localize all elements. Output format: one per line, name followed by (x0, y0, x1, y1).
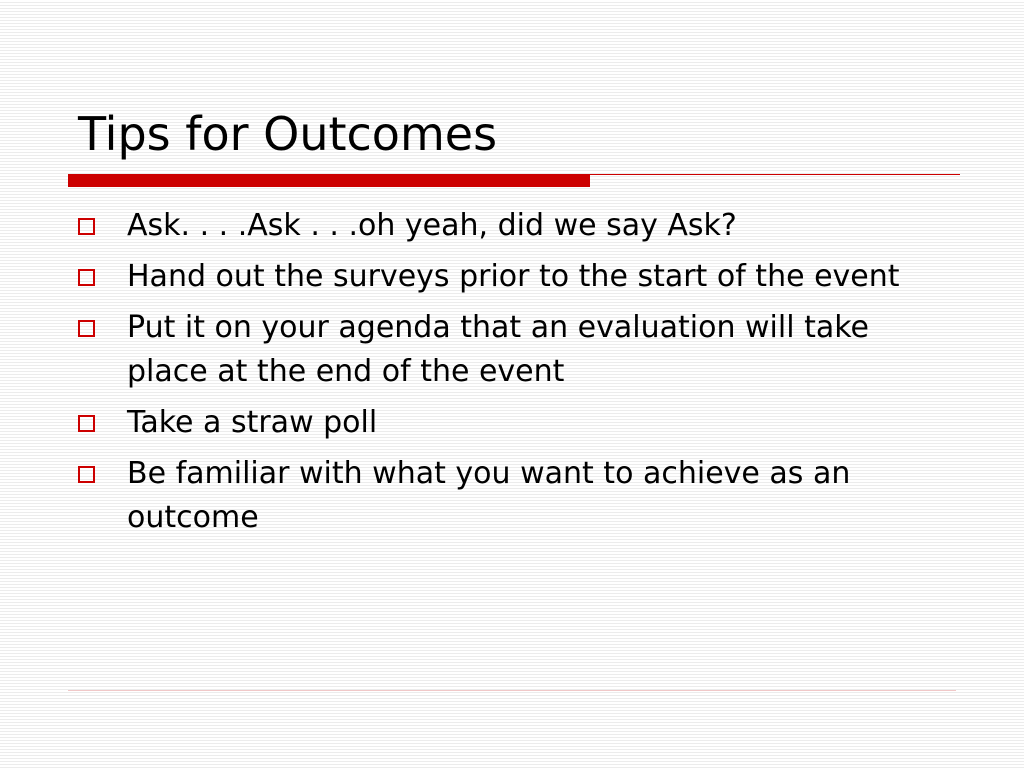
title-underline-thick (68, 174, 590, 187)
bullet-item (76, 401, 956, 445)
footer-divider (68, 690, 956, 691)
bullet-item (76, 204, 956, 248)
hollow-square-bullet-icon (78, 415, 95, 432)
bullet-text: Hand out the surveys prior to the start of the event (127, 259, 900, 294)
bullet-text: Ask. . . .Ask . . .oh yeah, did we say Ask? (127, 208, 737, 243)
hollow-square-bullet-icon (78, 218, 95, 235)
bullet-item (76, 255, 956, 299)
title-underline-thin (590, 174, 960, 175)
bullet-text: Be familiar with what you want to achieve as an outcome (127, 456, 851, 535)
bullet-item (76, 452, 956, 540)
bullet-list (76, 204, 956, 547)
bullet-text: Put it on your agenda that an evaluation will take place at the end of the event (127, 310, 869, 389)
hollow-square-bullet-icon (78, 466, 95, 483)
bullet-item (76, 306, 956, 394)
hollow-square-bullet-icon (78, 269, 95, 286)
hollow-square-bullet-icon (78, 320, 95, 337)
slide-title: Tips for Outcomes (78, 107, 498, 161)
bullet-text: Take a straw poll (127, 405, 378, 440)
